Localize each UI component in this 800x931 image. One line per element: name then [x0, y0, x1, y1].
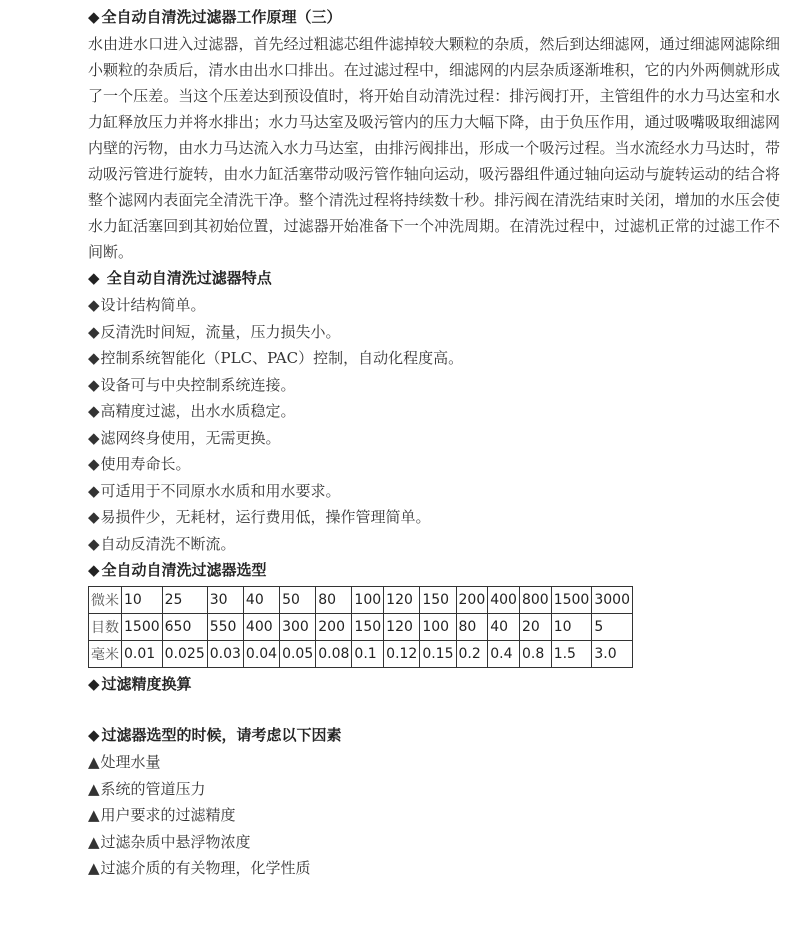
table-cell: 0.12 — [384, 641, 420, 668]
factor-item: ▲处理水量 — [88, 753, 161, 771]
table-cell: 5 — [592, 614, 633, 641]
feature-item: ◆可适用于不同原水水质和用水要求。 — [88, 481, 341, 500]
table-cell: 40 — [243, 587, 279, 614]
factor-item: ▲过滤杂质中悬浮物浓度 — [88, 832, 251, 851]
factor-item: ▲用户要求的过滤精度 — [88, 806, 236, 824]
precision-heading — [88, 671, 786, 698]
table-cell: 200 — [316, 614, 352, 641]
table-cell: 0.03 — [207, 641, 243, 668]
features-heading — [88, 265, 786, 292]
diamond-bullet-icon: ◆ — [88, 455, 100, 473]
diamond-bullet-icon: ◆ — [88, 349, 100, 367]
feature-item: ◆控制系统智能化（PLC、PAC）控制，自动化程度高。 — [88, 349, 464, 367]
features-list — [88, 292, 786, 557]
principle-paragraph: 水由进水口进入过滤器，首先经过粗滤芯组件滤掉较大颗粒的杂质，然后到达细滤网，通过细滤网滤除细小颗粒的杂质后，清水由出水口排出。在过滤过程中，细滤网的内层杂质逐渐堆积，它的内外两侧就形成了一个压差。当这个压差达到预设值时，将开始自动清洗过程：排污阀打开，主管组件的水力马达室和水力缸释放压力并将水排出；水力马达室及吸污管内的压力大幅下降，由于负压作用，通过吸嘴吸取细滤网内壁的污物，由水力马达流入水力马达室，由排污阀排出，形成一个吸污过程。当水流经水力马达时，带动吸污管进行旋转，由水力缸活塞带动吸污管作轴向运动，吸污器组件通过轴向运动与旋转运动的结合将整个滤网内表面完全清洗干净。整个清洗过程将持续数十秒。排污阀在清洗结束时关闭，增加的水压会使水力缸活塞回到其初始位置，过滤器开始准备下一个冲洗周期。在清洗过程中，过滤机正常的过滤工作不间断。 — [88, 35, 780, 261]
table-cell: 400 — [488, 587, 520, 614]
table-cell: 120 — [384, 614, 420, 641]
feature-item: ◆设备可与中央控制系统连接。 — [88, 375, 296, 394]
feature-item: ◆设计结构简单。 — [88, 296, 206, 314]
feature-item: ◆反清洗时间短，流量，压力损失小。 — [88, 322, 341, 341]
precision-title: 过滤精度换算 — [101, 675, 192, 693]
table-cell: 0.15 — [420, 641, 456, 668]
table-cell: 0.8 — [519, 641, 551, 668]
table-cell: 10 — [122, 587, 163, 614]
selection-heading — [88, 557, 786, 584]
table-cell: 0.1 — [352, 641, 384, 668]
diamond-bullet-icon: ◆ — [88, 428, 100, 447]
factor-item: ▲过滤介质的有关物理，化学性质 — [88, 859, 311, 877]
diamond-bullet-icon: ◆ — [88, 508, 100, 526]
table-cell: 40 — [488, 614, 520, 641]
table-cell: 3.0 — [592, 641, 633, 668]
feature-item: ◆使用寿命长。 — [88, 455, 191, 473]
table-cell: 550 — [207, 614, 243, 641]
table-cell: 20 — [519, 614, 551, 641]
table-cell: 0.04 — [243, 641, 279, 668]
factors-heading — [88, 722, 786, 749]
triangle-bullet-icon: ▲ — [88, 753, 100, 771]
diamond-bullet-icon: ◆ — [88, 322, 100, 341]
principle-title: 全自动自清洗过滤器工作原理（三） — [101, 8, 342, 26]
table-cell: 10 — [551, 614, 592, 641]
table-cell: 300 — [280, 614, 316, 641]
factor-item: ▲系统的管道压力 — [88, 779, 206, 798]
table-row — [89, 587, 633, 614]
table-cell: 0.025 — [162, 641, 207, 668]
principle-heading — [88, 4, 786, 31]
diamond-bullet-icon: ◆ — [88, 534, 100, 553]
table-cell: 80 — [316, 587, 352, 614]
table-cell: 100 — [352, 587, 384, 614]
table-cell: 400 — [243, 614, 279, 641]
spacer — [88, 698, 786, 722]
table-cell: 30 — [207, 587, 243, 614]
table-cell: 0.05 — [280, 641, 316, 668]
triangle-bullet-icon: ▲ — [88, 779, 100, 798]
table-cell: 1500 — [122, 614, 163, 641]
factors-list — [88, 749, 786, 882]
table-cell: 80 — [456, 614, 488, 641]
table-cell: 100 — [420, 614, 456, 641]
selection-title: 全自动自清洗过滤器选型 — [101, 561, 267, 579]
triangle-bullet-icon: ▲ — [88, 832, 100, 851]
table-cell: 25 — [162, 587, 207, 614]
table-row — [89, 641, 633, 668]
diamond-bullet-icon: ◆ — [88, 296, 100, 314]
table-cell: 650 — [162, 614, 207, 641]
table-cell: 50 — [280, 587, 316, 614]
features-title: 全自动自清洗过滤器特点 — [101, 269, 272, 287]
table-cell: 1500 — [551, 587, 592, 614]
diamond-bullet-icon: ◆ — [88, 481, 100, 500]
table-cell: 0.01 — [122, 641, 163, 668]
feature-item: ◆自动反清洗不断流。 — [88, 534, 236, 553]
feature-item: ◆滤网终身使用，无需更换。 — [88, 428, 281, 447]
table-cell: 150 — [420, 587, 456, 614]
row-label: 毫米 — [89, 641, 122, 668]
diamond-bullet-icon: ◆ — [88, 726, 100, 744]
table-cell: 3000 — [592, 587, 633, 614]
diamond-bullet-icon: ◆ — [88, 675, 100, 693]
row-label: 微米 — [89, 587, 122, 614]
table-cell: 0.2 — [456, 641, 488, 668]
triangle-bullet-icon: ▲ — [88, 859, 100, 877]
table-cell: 150 — [352, 614, 384, 641]
factors-title: 过滤器选型的时候，请考虑以下因素 — [101, 726, 342, 744]
diamond-bullet-icon: ◆ — [88, 402, 100, 420]
diamond-bullet-icon: ◆ — [88, 8, 100, 26]
table-row — [89, 614, 633, 641]
table-cell: 120 — [384, 587, 420, 614]
row-label: 目数 — [89, 614, 122, 641]
table-cell: 200 — [456, 587, 488, 614]
table-cell: 1.5 — [551, 641, 592, 668]
triangle-bullet-icon: ▲ — [88, 806, 100, 824]
diamond-bullet-icon: ◆ — [88, 375, 100, 394]
diamond-bullet-icon: ◆ — [88, 269, 100, 287]
table-cell: 800 — [519, 587, 551, 614]
table-cell: 0.4 — [488, 641, 520, 668]
table-cell: 0.08 — [316, 641, 352, 668]
selection-table — [88, 586, 633, 668]
feature-item: ◆高精度过滤，出水水质稳定。 — [88, 402, 296, 420]
diamond-bullet-icon: ◆ — [88, 561, 100, 579]
feature-item: ◆易损件少，无耗材，运行费用低，操作管理简单。 — [88, 508, 431, 526]
